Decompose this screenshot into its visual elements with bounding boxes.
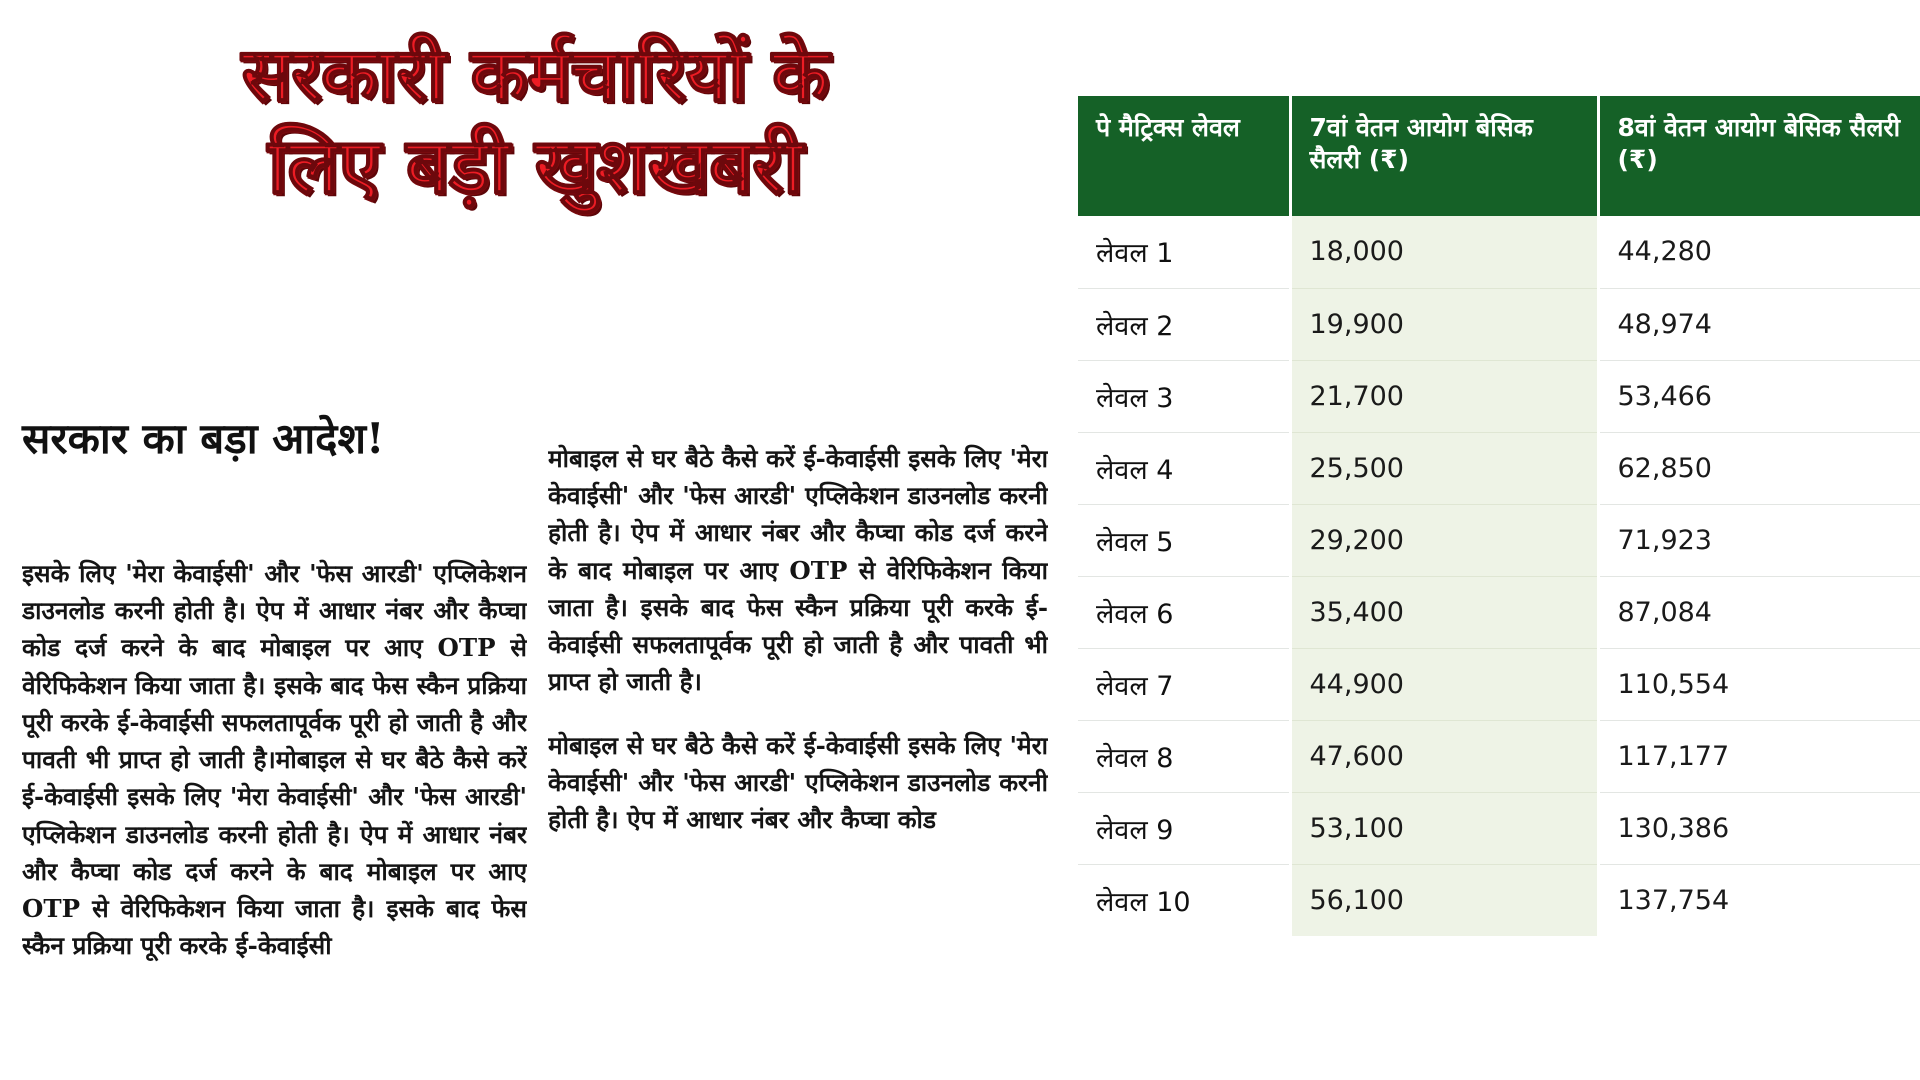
cell-level: लेवल 5 [1078,504,1290,576]
cell-8cpc: 71,923 [1598,504,1920,576]
table-row [1078,648,1920,720]
table-row [1078,360,1920,432]
table-row [1078,720,1920,792]
paragraph: इसके लिए 'मेरा केवाईसी' और 'फेस आरडी' एप्लिकेशन डाउनलोड करनी होती है। ऐप में आधार नंबर और कैप्चा कोड दर्ज करने के बाद मोबाइल पर आए OTP से वेरिफिकेशन किया जाता है। इसके बाद फेस स्कैन प्रक्रिया पूरी करके ई-केवाईसी सफलतापूर्वक पूरी हो जाती है और पावती भी प्राप्त हो जाती है।मोबाइल से घर बैठे कैसे करें ई-केवाईसी इसके लिए 'मेरा केवाईसी' और 'फेस आरडी' एप्लिकेशन डाउनलोड करनी होती है। ऐप में आधार नंबर और कैप्चा कोड दर्ज करने के बाद मोबाइल पर आए OTP से वेरिफिकेशन किया जाता है। इसके बाद फेस स्कैन प्रक्रिया पूरी करके ई-केवाईसी [22,559,527,961]
table-row [1078,792,1920,864]
cell-8cpc: 110,554 [1598,648,1920,720]
cell-level: लेवल 1 [1078,216,1290,288]
cell-8cpc: 48,974 [1598,288,1920,360]
cell-7cpc: 29,200 [1290,504,1598,576]
cell-8cpc: 53,466 [1598,360,1920,432]
column-header-8cpc: 8वां वेतन आयोग बेसिक सैलरी (₹) [1598,96,1920,216]
cell-7cpc: 56,100 [1290,864,1598,936]
table-row [1078,216,1920,288]
paragraph: मोबाइल से घर बैठे कैसे करें ई-केवाईसी इसके लिए 'मेरा केवाईसी' और 'फेस आरडी' एप्लिकेशन डाउनलोड करनी होती है। ऐप में आधार नंबर और कैप्चा कोड दर्ज करने के बाद मोबाइल पर आए OTP से वेरिफिकेशन किया जाता है। इसके बाद फेस स्कैन प्रक्रिया पूरी करके ई-केवाईसी सफलतापूर्वक पूरी हो जाती है और पावती भी प्राप्त हो जाती है। [548,444,1048,697]
pay-matrix-table-container [1078,96,1920,1080]
cell-7cpc: 47,600 [1290,720,1598,792]
table-header-row [1078,96,1920,216]
column-header-level: पे मैट्रिक्स लेवल [1078,96,1290,216]
paragraph: मोबाइल से घर बैठे कैसे करें ई-केवाईसी इसके लिए 'मेरा केवाईसी' और 'फेस आरडी' एप्लिकेशन डाउनलोड करनी होती है। ऐप में आधार नंबर और कैप्चा कोड [548,730,1048,835]
cell-8cpc: 87,084 [1598,576,1920,648]
cell-8cpc: 117,177 [1598,720,1920,792]
table-row [1078,432,1920,504]
cell-level: लेवल 9 [1078,792,1290,864]
table-row [1078,576,1920,648]
cell-7cpc: 21,700 [1290,360,1598,432]
article-column-two [548,440,1048,1080]
cell-8cpc: 137,754 [1598,864,1920,936]
table-row [1078,504,1920,576]
cell-7cpc: 18,000 [1290,216,1598,288]
cell-7cpc: 19,900 [1290,288,1598,360]
article-subheading: सरकार का बड़ा आदेश! [22,414,385,463]
cell-7cpc: 35,400 [1290,576,1598,648]
headline-line-2: लिए बड़ी खुशखबरी [267,121,803,211]
pay-matrix-table [1078,96,1920,936]
cell-level: लेवल 6 [1078,576,1290,648]
cell-8cpc: 44,280 [1598,216,1920,288]
cell-level: लेवल 10 [1078,864,1290,936]
cell-level: लेवल 8 [1078,720,1290,792]
article-column-one [22,555,527,1075]
cell-level: लेवल 4 [1078,432,1290,504]
cell-level: लेवल 7 [1078,648,1290,720]
cell-7cpc: 53,100 [1290,792,1598,864]
cell-8cpc: 130,386 [1598,792,1920,864]
page-title [40,30,1030,213]
column-header-7cpc: 7वां वेतन आयोग बेसिक सैलरी (₹) [1290,96,1598,216]
table-row [1078,288,1920,360]
headline-line-1: सरकारी कर्मचारियों के [241,32,829,118]
cell-level: लेवल 3 [1078,360,1290,432]
cell-level: लेवल 2 [1078,288,1290,360]
cell-7cpc: 44,900 [1290,648,1598,720]
table-row [1078,864,1920,936]
cell-8cpc: 62,850 [1598,432,1920,504]
cell-7cpc: 25,500 [1290,432,1598,504]
